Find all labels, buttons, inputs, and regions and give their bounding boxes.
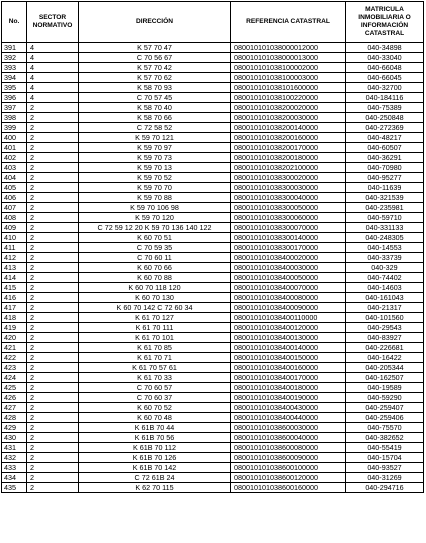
cell-referencia: 080010101038000013000 [231,53,346,63]
cell-direccion: K 59 70 121 [79,133,231,143]
cell-no: 395 [2,83,27,93]
cell-matricula: 040-19589 [346,383,424,393]
cell-matricula: 040-382652 [346,433,424,443]
cell-sector: 2 [27,223,79,233]
cell-sector: 2 [27,213,79,223]
cell-no: 392 [2,53,27,63]
cell-sector: 2 [27,193,79,203]
table-row [2,253,424,263]
table-row [2,143,424,153]
cell-no: 412 [2,253,27,263]
cell-sector: 2 [27,153,79,163]
cell-referencia: 080010101038200020000 [231,103,346,113]
cell-sector: 4 [27,83,79,93]
table-row [2,233,424,243]
cell-direccion: K 59 70 13 [79,163,231,173]
cell-direccion: K 61B 70 142 [79,463,231,473]
cell-no: 397 [2,103,27,113]
table-row [2,133,424,143]
cell-direccion: K 57 70 62 [79,73,231,83]
cell-matricula: 040-33739 [346,253,424,263]
cell-direccion: K 59 70 120 [79,213,231,223]
cell-no: 393 [2,63,27,73]
cell-sector: 2 [27,443,79,453]
cell-matricula: 040-205344 [346,363,424,373]
cell-direccion: C 72 61B 24 [79,473,231,483]
cell-referencia: 080010101038400050000 [231,273,346,283]
cell-sector: 2 [27,373,79,383]
cell-no: 433 [2,463,27,473]
cell-no: 416 [2,293,27,303]
cell-sector: 2 [27,173,79,183]
cell-no: 424 [2,373,27,383]
cell-referencia: 080010101038300060000 [231,213,346,223]
cell-no: 401 [2,143,27,153]
cell-no: 422 [2,353,27,363]
cell-referencia: 080010101038200140000 [231,123,346,133]
cell-matricula: 040-55419 [346,443,424,453]
cell-matricula: 040-329 [346,263,424,273]
cell-direccion: C 70 60 57 [79,383,231,393]
table-row [2,483,424,493]
table-row [2,63,424,73]
cell-direccion: K 59 70 106 98 [79,203,231,213]
cell-no: 425 [2,383,27,393]
cell-matricula: 040-162507 [346,373,424,383]
cell-direccion: K 61 70 127 [79,313,231,323]
cell-sector: 2 [27,423,79,433]
table-header [2,2,424,43]
cell-referencia: 080010101038300050000 [231,203,346,213]
cell-sector: 2 [27,243,79,253]
cell-direccion: K 60 70 66 [79,263,231,273]
cell-direccion: C 70 59 35 [79,243,231,253]
cell-referencia: 080010101038400190000 [231,393,346,403]
cell-no: 411 [2,243,27,253]
cell-direccion: K 59 70 88 [79,193,231,203]
cell-sector: 4 [27,53,79,63]
cell-referencia: 080010101038400130000 [231,333,346,343]
table-row [2,423,424,433]
cell-matricula: 040-331133 [346,223,424,233]
cell-matricula: 040-33040 [346,53,424,63]
cell-sector: 2 [27,413,79,423]
cell-direccion: K 61B 70 112 [79,443,231,453]
cell-direccion: K 59 70 52 [79,173,231,183]
cell-no: 414 [2,273,27,283]
table-row [2,443,424,453]
cell-no: 419 [2,323,27,333]
cell-referencia: 080010101038300070000 [231,223,346,233]
cell-sector: 2 [27,463,79,473]
cell-referencia: 080010101038400120000 [231,323,346,333]
cell-matricula: 040-75389 [346,103,424,113]
table-row [2,363,424,373]
cell-matricula: 040-60507 [346,143,424,153]
cell-no: 394 [2,73,27,83]
table-body [2,43,424,493]
cell-referencia: 080010101038100220000 [231,93,346,103]
cell-referencia: 080010101038400110000 [231,313,346,323]
table-row [2,353,424,363]
table-row [2,343,424,353]
cell-sector: 2 [27,293,79,303]
cell-no: 427 [2,403,27,413]
cell-referencia: 080010101038600160000 [231,483,346,493]
cell-matricula: 040-21317 [346,303,424,313]
cell-matricula: 040-101560 [346,313,424,323]
cell-sector: 2 [27,473,79,483]
cell-referencia: 080010101038200180000 [231,153,346,163]
table-row [2,73,424,83]
cell-no: 418 [2,313,27,323]
property-table [1,1,424,493]
cell-no: 404 [2,173,27,183]
table-row [2,473,424,483]
cell-sector: 2 [27,353,79,363]
cell-sector: 2 [27,313,79,323]
cell-direccion: K 59 70 70 [79,183,231,193]
cell-direccion: K 60 70 118 120 [79,283,231,293]
table-row [2,43,424,53]
cell-no: 410 [2,233,27,243]
table-row [2,463,424,473]
cell-matricula: 040-75570 [346,423,424,433]
cell-no: 423 [2,363,27,373]
cell-referencia: 080010101038400430000 [231,403,346,413]
cell-matricula: 040-14603 [346,283,424,293]
cell-matricula: 040-184116 [346,93,424,103]
cell-sector: 2 [27,263,79,273]
cell-direccion: K 61 70 57 61 [79,363,231,373]
table-row [2,433,424,443]
cell-no: 421 [2,343,27,353]
table-row [2,413,424,423]
cell-direccion: K 59 70 97 [79,143,231,153]
cell-direccion: C 72 59 12 20 K 59 70 136 140 122 [79,223,231,233]
cell-direccion: K 60 70 130 [79,293,231,303]
cell-direccion: C 70 56 67 [79,53,231,63]
cell-direccion: C 70 60 11 [79,253,231,263]
cell-direccion: K 58 70 66 [79,113,231,123]
cell-matricula: 040-259406 [346,413,424,423]
cell-matricula: 040-32700 [346,83,424,93]
cell-no: 396 [2,93,27,103]
cell-direccion: K 57 70 42 [79,63,231,73]
cell-direccion: K 60 70 48 [79,413,231,423]
cell-direccion: K 61 70 85 [79,343,231,353]
table-row [2,243,424,253]
cell-matricula: 040-259407 [346,403,424,413]
cell-direccion: K 61 70 111 [79,323,231,333]
cell-direccion: C 70 57 45 [79,93,231,103]
cell-referencia: 080010101038600080000 [231,443,346,453]
cell-matricula: 040-95277 [346,173,424,183]
cell-sector: 2 [27,383,79,393]
cell-sector: 2 [27,453,79,463]
cell-referencia: 080010101038400160000 [231,363,346,373]
cell-no: 417 [2,303,27,313]
table-row [2,53,424,63]
cell-no: 391 [2,43,27,53]
cell-matricula: 040-36291 [346,153,424,163]
cell-matricula: 040-250848 [346,113,424,123]
table-row [2,313,424,323]
cell-no: 431 [2,443,27,453]
cell-matricula: 040-93527 [346,463,424,473]
cell-sector: 2 [27,183,79,193]
cell-no: 435 [2,483,27,493]
cell-matricula: 040-74402 [346,273,424,283]
cell-referencia: 080010101038300030000 [231,183,346,193]
cell-matricula: 040-294716 [346,483,424,493]
cell-sector: 2 [27,393,79,403]
table-row [2,273,424,283]
cell-matricula: 040-272369 [346,123,424,133]
cell-no: 406 [2,193,27,203]
cell-sector: 2 [27,163,79,173]
table-row [2,403,424,413]
cell-no: 409 [2,223,27,233]
cell-sector: 2 [27,343,79,353]
cell-matricula: 040-83927 [346,333,424,343]
cell-matricula: 040-161043 [346,293,424,303]
cell-sector: 2 [27,403,79,413]
cell-sector: 2 [27,323,79,333]
cell-referencia: 080010101038400090000 [231,303,346,313]
cell-matricula: 040-66045 [346,73,424,83]
cell-no: 429 [2,423,27,433]
table-row [2,123,424,133]
cell-direccion: K 61 70 71 [79,353,231,363]
cell-no: 403 [2,163,27,173]
cell-direccion: K 58 70 93 [79,83,231,93]
cell-no: 400 [2,133,27,143]
cell-referencia: 080010101038200160000 [231,133,346,143]
table-row [2,203,424,213]
cell-direccion: K 60 70 142 C 72 60 34 [79,303,231,313]
cell-matricula: 040-15704 [346,453,424,463]
cell-direccion: K 61B 70 126 [79,453,231,463]
cell-referencia: 080010101038300140000 [231,233,346,243]
table-row [2,453,424,463]
cell-direccion: K 61 70 33 [79,373,231,383]
table-row [2,183,424,193]
cell-direccion: C 70 60 37 [79,393,231,403]
cell-matricula: 040-29543 [346,323,424,333]
cell-sector: 2 [27,133,79,143]
cell-direccion: C 72 58 52 [79,123,231,133]
cell-referencia: 080010101038300040000 [231,193,346,203]
cell-direccion: K 60 70 51 [79,233,231,243]
cell-referencia: 080010101038600120000 [231,473,346,483]
cell-matricula: 040-70980 [346,163,424,173]
header-direccion: DIRECCIÓN [79,2,231,43]
table-row [2,193,424,203]
cell-matricula: 040-248305 [346,233,424,243]
table-row [2,383,424,393]
cell-matricula: 040-226681 [346,343,424,353]
cell-sector: 2 [27,363,79,373]
cell-sector: 2 [27,143,79,153]
cell-sector: 2 [27,333,79,343]
cell-sector: 4 [27,43,79,53]
cell-matricula: 040-31269 [346,473,424,483]
cell-referencia: 080010101038300020000 [231,173,346,183]
cell-referencia: 080010101038600090000 [231,453,346,463]
cell-sector: 2 [27,203,79,213]
cell-referencia: 080010101038200030000 [231,113,346,123]
cell-referencia: 080010101038100002000 [231,63,346,73]
cell-matricula: 040-235981 [346,203,424,213]
cell-no: 405 [2,183,27,193]
cell-no: 432 [2,453,27,463]
cell-referencia: 080010101038600030000 [231,423,346,433]
cell-direccion: K 60 70 88 [79,273,231,283]
cell-direccion: K 62 70 115 [79,483,231,493]
table-row [2,213,424,223]
cell-matricula: 040-66048 [346,63,424,73]
header-referencia: REFERENCIA CATASTRAL [231,2,346,43]
cell-sector: 2 [27,483,79,493]
cell-referencia: 080010101038400080000 [231,293,346,303]
cell-referencia: 080010101038202100000 [231,163,346,173]
table-row [2,283,424,293]
cell-direccion: K 61B 70 44 [79,423,231,433]
cell-sector: 2 [27,123,79,133]
cell-direccion: K 61 70 101 [79,333,231,343]
cell-no: 434 [2,473,27,483]
table-row [2,223,424,233]
cell-referencia: 080010101038400140000 [231,343,346,353]
cell-direccion: K 60 70 52 [79,403,231,413]
table-row [2,153,424,163]
cell-direccion: K 57 70 47 [79,43,231,53]
cell-referencia: 080010101038000012000 [231,43,346,53]
cell-no: 413 [2,263,27,273]
cell-no: 428 [2,413,27,423]
cell-referencia: 080010101038400070000 [231,283,346,293]
table-row [2,93,424,103]
cell-referencia: 080010101038400020000 [231,253,346,263]
cell-sector: 2 [27,233,79,243]
cell-no: 407 [2,203,27,213]
cell-no: 426 [2,393,27,403]
cell-no: 408 [2,213,27,223]
cell-direccion: K 61B 70 56 [79,433,231,443]
table-row [2,373,424,383]
cell-referencia: 080010101038300170000 [231,243,346,253]
cell-sector: 4 [27,93,79,103]
cell-matricula: 040-48217 [346,133,424,143]
cell-referencia: 080010101038400170000 [231,373,346,383]
table-row [2,173,424,183]
cell-referencia: 080010101038400150000 [231,353,346,363]
cell-sector: 2 [27,253,79,263]
cell-referencia: 080010101038400180000 [231,383,346,393]
cell-referencia: 080010101038200170000 [231,143,346,153]
cell-referencia: 080010101038600040000 [231,433,346,443]
cell-sector: 2 [27,303,79,313]
cell-sector: 4 [27,63,79,73]
cell-matricula: 040-11639 [346,183,424,193]
cell-no: 399 [2,123,27,133]
header-matricula: MATRICULA INMOBILIARIA O INFORMACIÓN CATASTRAL [346,2,424,43]
table-row [2,323,424,333]
header-row [2,2,424,43]
cell-sector: 2 [27,273,79,283]
table-row [2,293,424,303]
cell-sector: 2 [27,433,79,443]
cell-no: 398 [2,113,27,123]
cell-referencia: 080010101038100003000 [231,73,346,83]
header-sector: SECTOR NORMATIVO [27,2,79,43]
cell-referencia: 080010101038600100000 [231,463,346,473]
cell-matricula: 040-34898 [346,43,424,53]
cell-sector: 4 [27,73,79,83]
cell-no: 420 [2,333,27,343]
cell-matricula: 040-14553 [346,243,424,253]
cell-sector: 2 [27,113,79,123]
cell-matricula: 040-321539 [346,193,424,203]
table-row [2,163,424,173]
cell-referencia: 080010101038101600000 [231,83,346,93]
cell-matricula: 040-59290 [346,393,424,403]
table-row [2,303,424,313]
cell-no: 402 [2,153,27,163]
cell-no: 415 [2,283,27,293]
table-row [2,263,424,273]
table-row [2,113,424,123]
cell-referencia: 080010101038400440000 [231,413,346,423]
table-row [2,333,424,343]
table-row [2,83,424,93]
header-no: No. [2,2,27,43]
document-page [1,1,424,493]
cell-direccion: K 59 70 73 [79,153,231,163]
table-row [2,103,424,113]
table-row [2,393,424,403]
cell-referencia: 080010101038400030000 [231,263,346,273]
cell-sector: 2 [27,103,79,113]
cell-sector: 2 [27,283,79,293]
cell-matricula: 040-16422 [346,353,424,363]
cell-no: 430 [2,433,27,443]
cell-direccion: K 58 70 40 [79,103,231,113]
cell-matricula: 040-59710 [346,213,424,223]
